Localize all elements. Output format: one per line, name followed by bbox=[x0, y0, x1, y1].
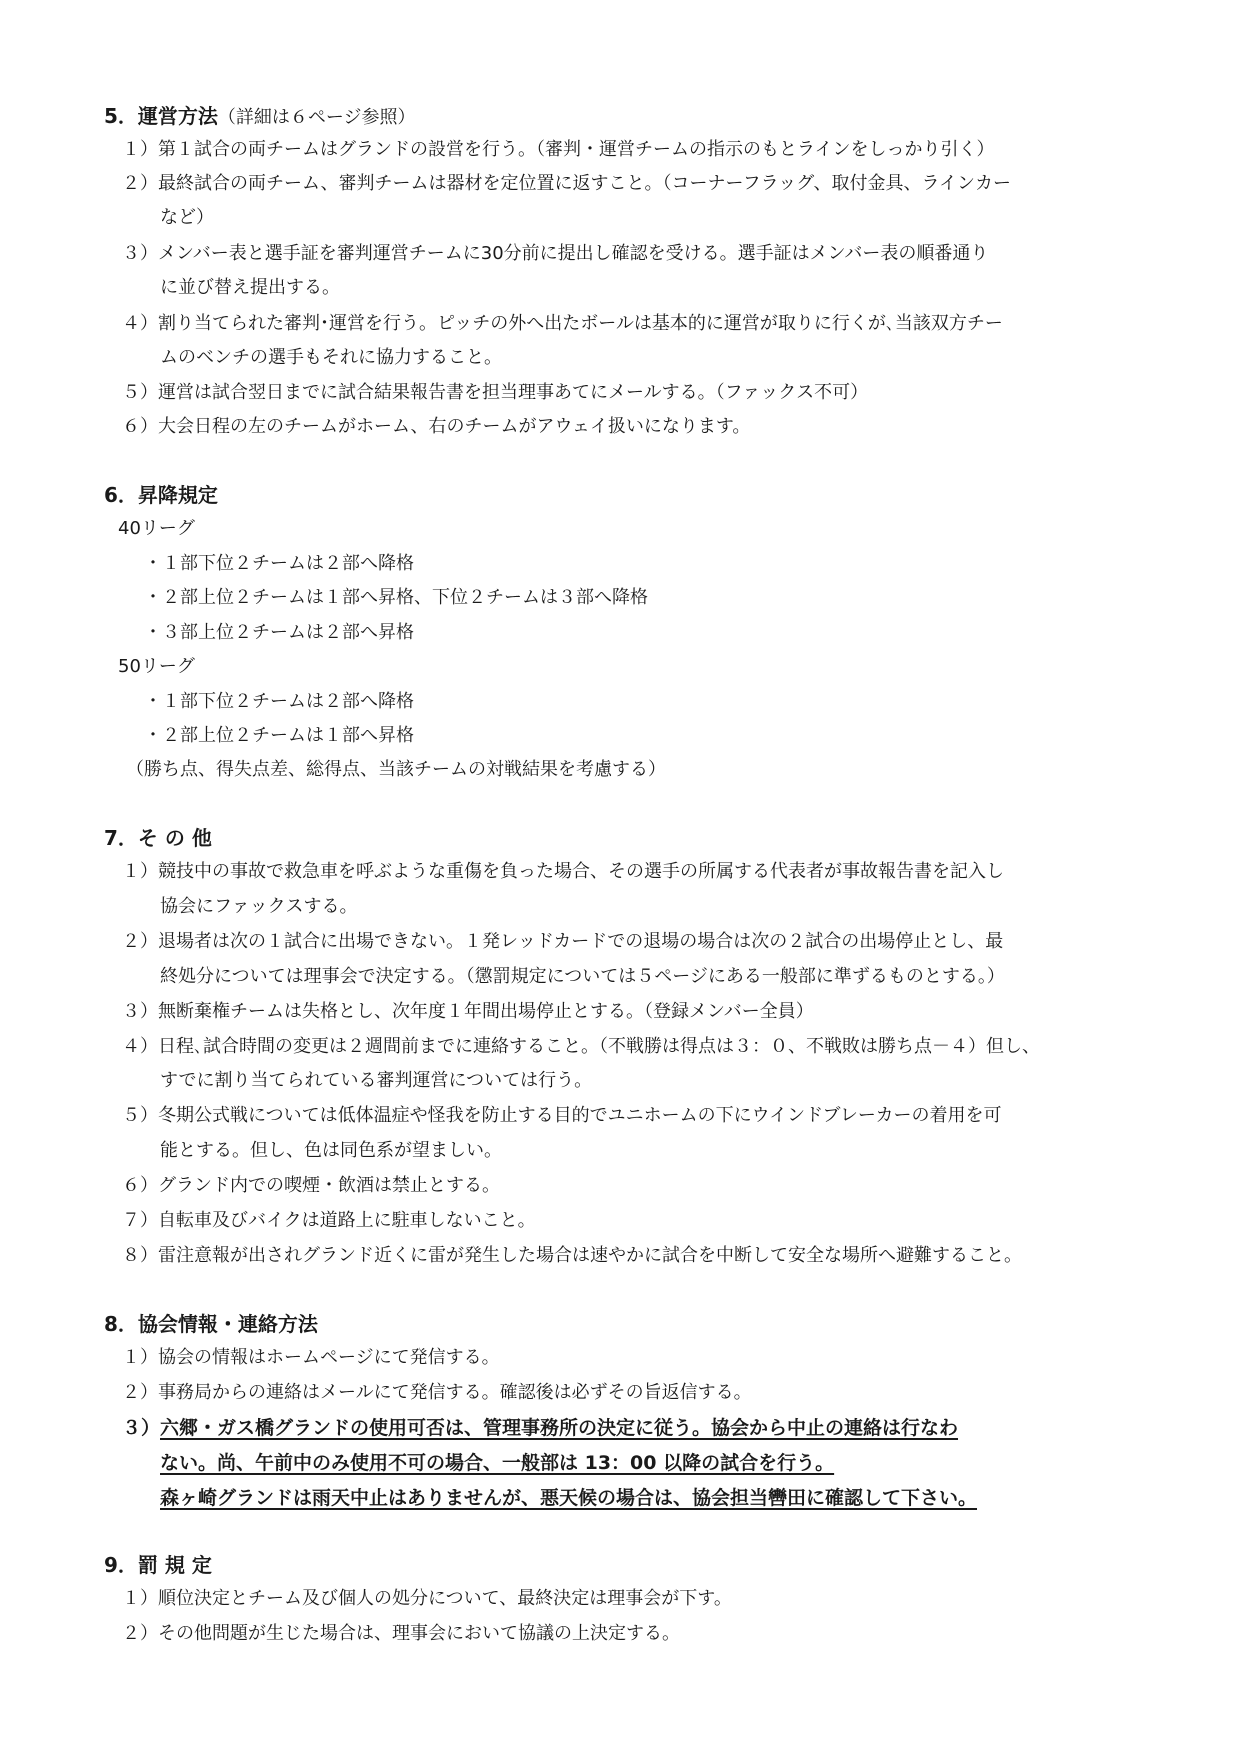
list-item: ６）グランド内での喫煙・飲酒は禁止とする。 bbox=[122, 1175, 500, 1196]
emphasized-notice: ない。尚、午前中のみ使用不可の場合、一般部は 13：00 以降の試合を行う。 bbox=[160, 1452, 835, 1474]
section-7-heading: 7．そ の 他 bbox=[104, 826, 212, 850]
list-item-continuation: など） bbox=[160, 207, 214, 228]
league-label: 40リーグ bbox=[118, 518, 195, 539]
list-item: ２）最終試合の両チーム、審判チームは器材を定位置に返すこと。（コーナーフラッグ、取付金具、ラインカー bbox=[122, 173, 1012, 194]
list-item: １）競技中の事故で救急車を呼ぶような重傷を負った場合、その選手の所属する代表者が事故報告書を記入し bbox=[122, 861, 1004, 882]
rule-item: ・２部上位２チームは１部へ昇格、下位２チームは３部へ降格 bbox=[144, 587, 648, 608]
section-8-heading: 8．協会情報・連絡方法 bbox=[104, 1312, 318, 1336]
section-6-heading: 6．昇降規定 bbox=[104, 483, 218, 507]
section-5-title: 5．運営方法 bbox=[104, 104, 218, 128]
rule-item: ・２部上位２チームは１部へ昇格 bbox=[144, 725, 414, 746]
list-item-continuation: 能とする。但し、色は同色系が望ましい。 bbox=[160, 1140, 502, 1161]
list-item: ２）その他問題が生じた場合は、理事会において協議の上決定する。 bbox=[122, 1623, 680, 1644]
emphasized-notice: 六郷・ガス橋グランドの使用可否は、管理事務所の決定に従う。協会から中止の連絡は行なわ bbox=[160, 1417, 959, 1439]
list-item-continuation: すでに割り当てられている審判運営については行う。 bbox=[160, 1070, 593, 1091]
list-item: ５）運営は試合翌日までに試合結果報告書を担当理事あてにメールする。（ファックス不可） bbox=[122, 382, 869, 403]
rule-note: （勝ち点、得失点差、総得点、当該チームの対戦結果を考慮する） bbox=[126, 759, 666, 780]
list-item: １）協会の情報はホームページにて発信する。 bbox=[122, 1347, 500, 1368]
list-item: ２）退場者は次の１試合に出場できない。１発レッドカードでの退場の場合は次の２試合の出場停止とし、最 bbox=[122, 931, 1004, 952]
list-item: ５）冬期公式戦については低体温症や怪我を防止する目的でユニホームの下にウインドブレーカーの着用を可 bbox=[122, 1105, 1002, 1126]
rule-item: ・３部上位２チームは２部へ昇格 bbox=[144, 622, 414, 643]
rule-item: ・１部下位２チームは２部へ降格 bbox=[144, 691, 414, 712]
list-item: １）第１試合の両チームはグランドの設営を行う。（審判・運営チームの指示のもとラインをしっかり引く） bbox=[122, 139, 995, 160]
list-item: ２）事務局からの連絡はメールにて発信する。確認後は必ずその旨返信する。 bbox=[122, 1382, 752, 1403]
list-item: １）順位決定とチーム及び個人の処分について、最終決定は理事会が下す。 bbox=[122, 1588, 732, 1609]
rule-item: ・１部下位２チームは２部へ降格 bbox=[144, 553, 414, 574]
league-label: 50リーグ bbox=[118, 656, 195, 677]
list-item-number: ３） bbox=[122, 1417, 161, 1439]
list-item: ４）割り当てられた審判･運営を行う。ピッチの外へ出たボールは基本的に運営が取りに行くが､当該双方チー bbox=[122, 313, 1003, 334]
list-item: ６）大会日程の左のチームがホーム、右のチームがアウェイ扱いになります。 bbox=[122, 416, 751, 437]
section-5-heading bbox=[104, 103, 416, 131]
list-item: ３）メンバー表と選手証を審判運営チームに30分前に提出し確認を受ける。選手証はメンバー表の順番通り bbox=[122, 243, 989, 264]
list-item: ４）日程､試合時間の変更は２週間前までに連絡すること。（不戦勝は得点は３：０、不戦敗は勝ち点－４）但し、 bbox=[122, 1036, 1040, 1057]
emphasized-notice: 森ヶ崎グランドは雨天中止はありませんが、悪天候の場合は、協会担当轡田に確認して下さい。 bbox=[160, 1487, 978, 1509]
list-item: ７）自転車及びバイクは道路上に駐車しないこと。 bbox=[122, 1210, 536, 1231]
list-item-continuation: ムのベンチの選手もそれに協力すること。 bbox=[160, 347, 502, 368]
list-item-continuation: 協会にファックスする。 bbox=[160, 896, 358, 917]
list-item: ８）雷注意報が出されグランド近くに雷が発生した場合は速やかに試合を中断して安全な場所へ避難すること。 bbox=[122, 1245, 1022, 1266]
section-5-note: （詳細は６ページ参照） bbox=[217, 107, 416, 128]
list-item-continuation: 終処分については理事会で決定する。（懲罰規定については５ページにある一般部に準ずるものとする。） bbox=[160, 966, 1005, 987]
section-9-heading: 9．罰 規 定 bbox=[104, 1553, 212, 1577]
list-item-continuation: に並び替え提出する。 bbox=[160, 277, 340, 298]
list-item: ３）無断棄権チームは失格とし、次年度１年間出場停止とする。（登録メンバー全員） bbox=[122, 1001, 814, 1022]
